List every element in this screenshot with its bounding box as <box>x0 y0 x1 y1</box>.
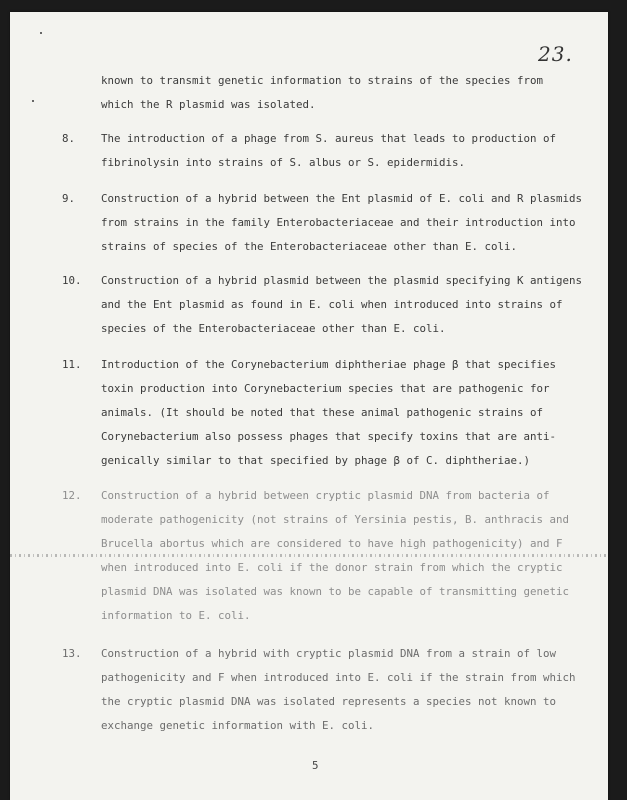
item-line: the cryptic plasmid DNA was isolated represents a species not known to <box>101 695 557 708</box>
handwritten-page-number: 23. <box>538 42 573 66</box>
page-number: 5 <box>312 759 319 772</box>
item-number: 11. <box>62 358 82 371</box>
item-line: species of the Enterobacteriaceae other than E. coli. <box>101 322 446 335</box>
item-line: The introduction of a phage from S. aureus that leads to production of <box>101 132 557 145</box>
item-line: toxin production into Corynebacterium species that are pathogenic for <box>101 382 550 395</box>
item-number: 12. <box>62 489 82 502</box>
item-number: 10. <box>62 274 82 287</box>
item-line: Construction of a hybrid between the Ent plasmid of E. coli and R plasmids <box>101 192 583 205</box>
intro-line: which the R plasmid was isolated. <box>101 98 316 111</box>
item-line: genically similar to that specified by phage β of C. diphtheriae.) <box>101 454 531 467</box>
item-line: from strains in the family Enterobacteriaceae and their introduction into <box>101 216 576 229</box>
scan-speck <box>40 32 42 34</box>
item-line: Construction of a hybrid plasmid between the plasmid specifying K antigens <box>101 274 583 287</box>
item-number: 13. <box>62 647 82 660</box>
item-line: moderate pathogenicity (not strains of Yersinia pestis, B. anthracis and <box>101 513 570 526</box>
item-line: fibrinolysin into strains of S. albus or S. epidermidis. <box>101 156 466 169</box>
item-line: plasmid DNA was isolated was known to be capable of transmitting genetic <box>101 585 570 598</box>
item-number: 8. <box>62 132 76 145</box>
item-line: animals. (It should be noted that these animal pathogenic strains of <box>101 406 544 419</box>
item-line: exchange genetic information with E. coli. <box>101 719 375 732</box>
item-line: Introduction of the Corynebacterium diphtheriae phage β that specifies <box>101 358 557 371</box>
item-line: pathogenicity and F when introduced into E. coli if the strain from which <box>101 671 576 684</box>
scan-streak <box>10 554 608 557</box>
item-line: and the Ent plasmid as found in E. coli when introduced into strains of <box>101 298 563 311</box>
item-line: strains of species of the Enterobacteriaceae other than E. coli. <box>101 240 518 253</box>
item-line: Construction of a hybrid with cryptic plasmid DNA from a strain of low <box>101 647 557 660</box>
item-line: Corynebacterium also possess phages that specify toxins that are anti- <box>101 430 557 443</box>
intro-line: known to transmit genetic information to strains of the species from <box>101 74 544 87</box>
item-line: Construction of a hybrid between cryptic plasmid DNA from bacteria of <box>101 489 550 502</box>
item-line: Brucella abortus which are considered to have high pathogenicity) and F <box>101 537 563 550</box>
scan-speck <box>32 100 34 102</box>
document-page <box>10 12 608 800</box>
item-line: when introduced into E. coli if the donor strain from which the cryptic <box>101 561 563 574</box>
item-line: information to E. coli. <box>101 609 251 622</box>
item-number: 9. <box>62 192 76 205</box>
